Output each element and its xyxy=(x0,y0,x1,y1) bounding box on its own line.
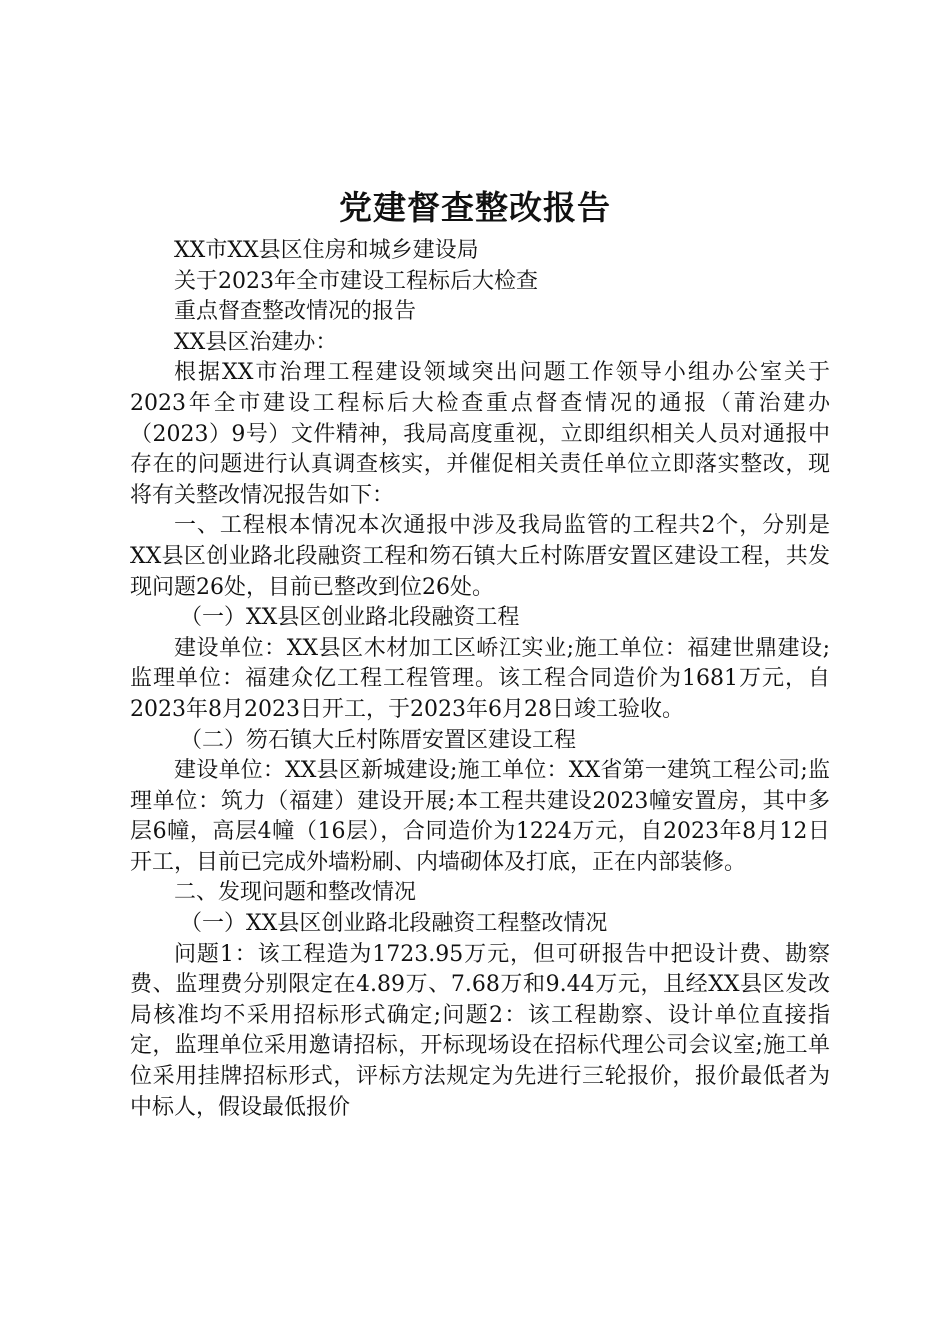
paragraph-subsection-2-1: （一）XX县区创业路北段融资工程整改情况 xyxy=(180,911,608,937)
paragraph-project-2-details: 建设单位：XX县区新城建设;施工单位：XX省第一建筑工程公司;监理单位：筑力（福建）建设开展;本工程共建设2023幢安置房，其中多层6幢，高层4幢（16层），合同造价为1224万元，自2023年8月12日开工，目前已完成外墙粉刷、内墙砌体及打底，正在内部装修。 xyxy=(130,758,830,875)
document-title: 党建督查整改报告 xyxy=(339,188,611,227)
paragraph-project-1-details: 建设单位：XX县区木材加工区峤江实业;施工单位：福建世鼎建设;监理单位：福建众亿工程工程管理。该工程合同造价为1681万元，自2023年8月2023日开工，于2023年6月28日竣工验收。 xyxy=(130,635,830,722)
paragraph-intro: 根据XX市治理工程建设领域突出问题工作领导小组办公室关于2023年全市建设工程标后大检查重点督查情况的通报（莆治建办（2023）9号）文件精神，我局高度重视，立即组织相关人员对通报中存在的问题进行认真调查核实，并催促相关责任单位立即落实整改，现将有关整改情况报告如下： xyxy=(130,360,830,508)
paragraph-section-2: 二、发现问题和整改情况 xyxy=(174,880,417,906)
paragraph-section-1: 一、工程根本情况本次通报中涉及我局监管的工程共2个，分别是XX县区创业路北段融资工程和笏石镇大丘村陈厝安置区建设工程，共发现问题26处，目前已整改到位26处。 xyxy=(130,513,830,600)
document-body xyxy=(130,236,830,1123)
paragraph-subsection-1-1: （一）XX县区创业路北段融资工程 xyxy=(180,605,520,631)
paragraph-recipient: XX县区治建办： xyxy=(174,329,338,355)
paragraph-subject-line-2: 重点督查整改情况的报告 xyxy=(174,299,417,325)
paragraph-issuer: XX市XX县区住房和城乡建设局 xyxy=(174,238,479,263)
paragraph-subsection-1-2: （二）笏石镇大丘村陈厝安置区建设工程 xyxy=(180,727,577,753)
paragraph-issues: 问题1：该工程造为1723.95万元，但可研报告中把设计费、勘察费、监理费分别限定在4.89万、7.68万和9.44万元，且经XX县区发改局核准均不采用招标形式确定;问题2：该工程勘察、设计单位直接指定，监理单位采用邀请招标，开标现场设在招标代理公司会议室;施工单位采用挂牌招标形式，评标方法规定为先进行三轮报价，报价最低者为中标人，假设最低报价 xyxy=(130,941,830,1120)
paragraph-subject-line-1: 关于2023年全市建设工程标后大检查 xyxy=(174,268,538,294)
